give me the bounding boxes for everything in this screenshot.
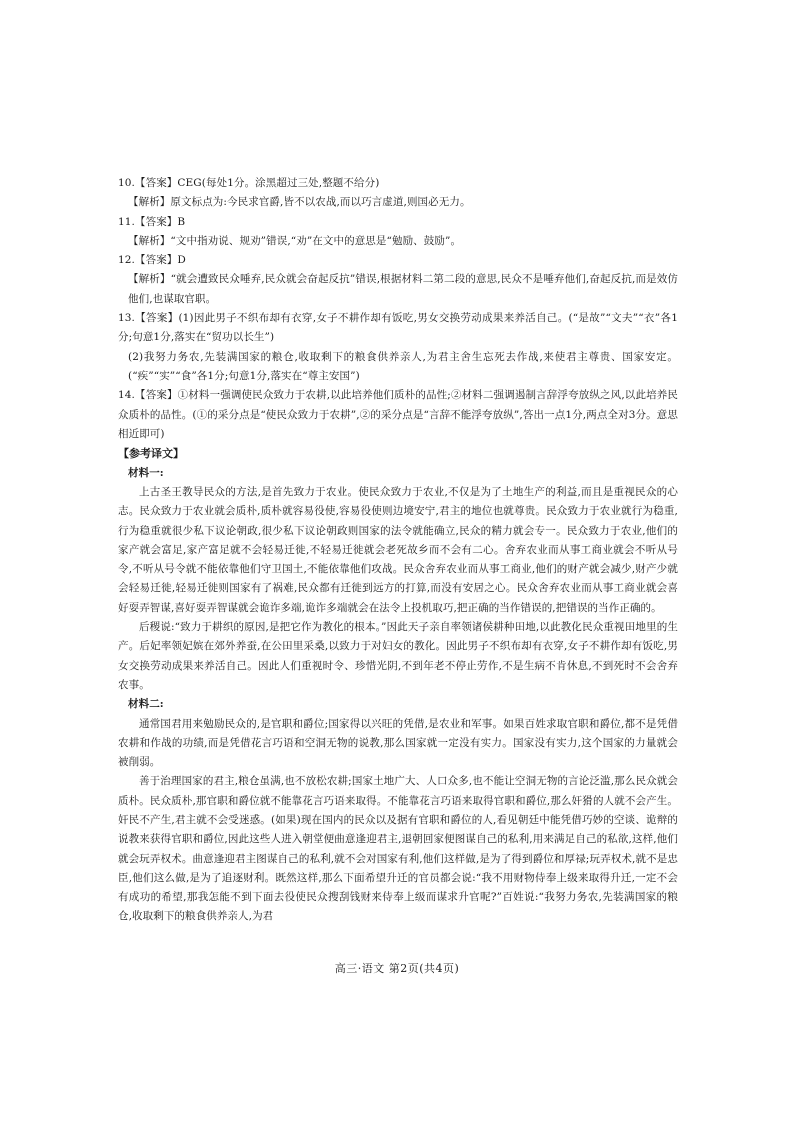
material-2-paragraph: 通常国君用来勉励民众的,是官职和爵位;国家得以兴旺的凭借,是农业和军事。如果百姓求取官职和爵位,都不是凭借农耕和作战的功绩,而是凭借花言巧语和空洞无物的说教,那么国家就一定没有实力。国家没有实力,这个国家的力量就会被削弱。 xyxy=(118,717,678,769)
answer-line xyxy=(118,213,678,232)
answer-13 xyxy=(118,309,678,386)
answer-12 xyxy=(118,251,678,309)
analysis-text: 【解析】“文中指劝说、规劝”错误,“劝”在文中的意思是“勉励、鼓励”。 xyxy=(128,234,462,247)
material-2-title: 材料二: xyxy=(128,698,164,711)
analysis-text: 【解析】“就会遭致民众唾弃,民众就会奋起反抗”错误,根据材料二第二段的意思,民众不是唾弃他们,奋起反抗,而是效仿他们,也谋取官职。 xyxy=(128,273,678,305)
page-footer: 高三·语文 第2页(共4页) xyxy=(334,962,460,975)
answer-label: 12.【答案】 xyxy=(118,254,178,267)
answer-text: D xyxy=(177,254,186,267)
answer-line xyxy=(118,251,678,270)
answer-text: ①材料一强调使民众致力于农耕,以此培养他们质朴的品性;②材料二强调遏制言辞浮夸放纵之风,以此培养民众质朴的品性。(①的采分点是“使民众致力于农耕”,②的采分点是“言辞不能浮夸放纵”,答出一点1分,两点全对3分。意思相近即可) xyxy=(118,389,678,440)
answer-label: 11.【答案】 xyxy=(118,215,178,228)
material-1-paragraph: 上古圣王教导民众的方法,是首先致力于农业。使民众致力于农业,不仅是为了土地生产的利益,而且是重视民众的心志。民众致力于农业就会质朴,质朴就容易役使,容易役使则边境安宁,君主的地位也就尊贵。民众致力于农业就行为稳重,行为稳重就很少私下议论朝政,很少私下议论朝政则国家的法令就能确立,民众的精力就会专一。民众致力于农业,他们的家产就会富足,家产富足就不会轻易迁徙,不轻易迁徙就会老死故乡而不会有二心。舍弃农业而从事工商业就会不听从号令,不听从号令就不能依靠他们守卫国土,不能依靠他们攻战。民众舍弃农业而从事工商业,他们的财产就会减少,财产少就会轻易迁徙,轻易迁徙则国家有了祸难,民众都有迁徙到远方的打算,而没有安居之心。民众舍弃农业而从事工商业就会喜好耍弄智谋,喜好耍弄智谋就会诡诈多端,诡诈多端就会在法令上投机取巧,把正确的当作错误的,把错误的当作正确的。 xyxy=(118,485,678,614)
answer-text: (1)因此男子不织布却有衣穿,女子不耕作却有饭吃,男女交换劳动成果来养活自己。(“是故”“文夫”“衣”各1分;句意1分,落实在“贸功以长生”) xyxy=(118,312,678,344)
answer-label: 13.【答案】 xyxy=(118,312,179,325)
answer-11 xyxy=(118,213,678,252)
answer-line xyxy=(118,386,678,444)
answer-part-2: (2)我努力务农,先装满国家的粮仓,收取剩下的粮食供养亲人,为君主舍生忘死去作战,来使君主尊贵、国家安定。(“疾”“实”“食”各1分;句意1分,落实在“尊主安国”) xyxy=(128,350,678,382)
answer-10 xyxy=(118,174,678,213)
answer-line xyxy=(118,309,678,348)
material-1-paragraph: 后稷说:“致力于耕织的原因,是把它作为教化的根本。”因此天子亲自率领诸侯耕种田地,以此教化民众重视田地里的生产。后妃率领妃嫔在郊外养蚕,在公田里采桑,以致力于对妇女的教化。因此男子不织布却有衣穿,女子不耕作却有饭吃,男女交换劳动成果来养活自己。因此人们重视时令、珍惜光阴,不到年老不停止劳作,不是生病不肯休息,不到死时不会舍弃农事。 xyxy=(118,621,678,691)
translation-heading: 【参考译文】 xyxy=(118,447,184,461)
analysis-text: 【解析】原文标点为:今民求官爵,皆不以农战,而以巧言虚道,则国必无力。 xyxy=(128,196,471,209)
answer-content xyxy=(118,174,678,927)
answer-line xyxy=(118,174,678,193)
answer-14 xyxy=(118,386,678,444)
answer-label: 10.【答案】 xyxy=(118,177,178,189)
answer-text: B xyxy=(177,215,186,228)
answer-text: CEG(每处1分。涂黑超过三处,整题不给分) xyxy=(177,177,380,189)
material-1-title: 材料一: xyxy=(128,466,164,479)
material-2-paragraph: 善于治理国家的君主,粮仓虽满,也不放松农耕;国家土地广大、人口众多,也不能让空洞无物的言论泛滥,那么民众就会质朴。民众质朴,那官职和爵位就不能靠花言巧语来取得。不能靠花言巧语来取得官职和爵位,那么奸猾的人就不会产生。奸民不产生,君主就不会受迷惑。(如果)现在国内的民众以及据有官职和爵位的人,看见朝廷中能凭借巧妙的空谈、诡辩的说教来获得官职和爵位,因此这些人进入朝堂便曲意逢迎君主,退朝回家便图谋自己的私利,用来满足自己的私欲,这样,他们就会玩弄权术。曲意逢迎君主图谋自己的私利,就不会对国家有利,他们这样做,是为了得到爵位和厚禄;玩弄权术,就不是忠臣,他们这么做,是为了追逐财利。既然这样,那么下面希望升迁的官员都会说:“我不用财物侍奉上级来取得升迁,一定不会有成功的希望,那我怎能不到下面去役使民众搜刮钱财来侍奉上级而谋求升官呢?”百姓说:“我努力务农,先装满国家的粮仓,收取剩下的粮食供养亲人,为君 xyxy=(118,775,678,923)
answer-label: 14.【答案】 xyxy=(118,389,178,402)
